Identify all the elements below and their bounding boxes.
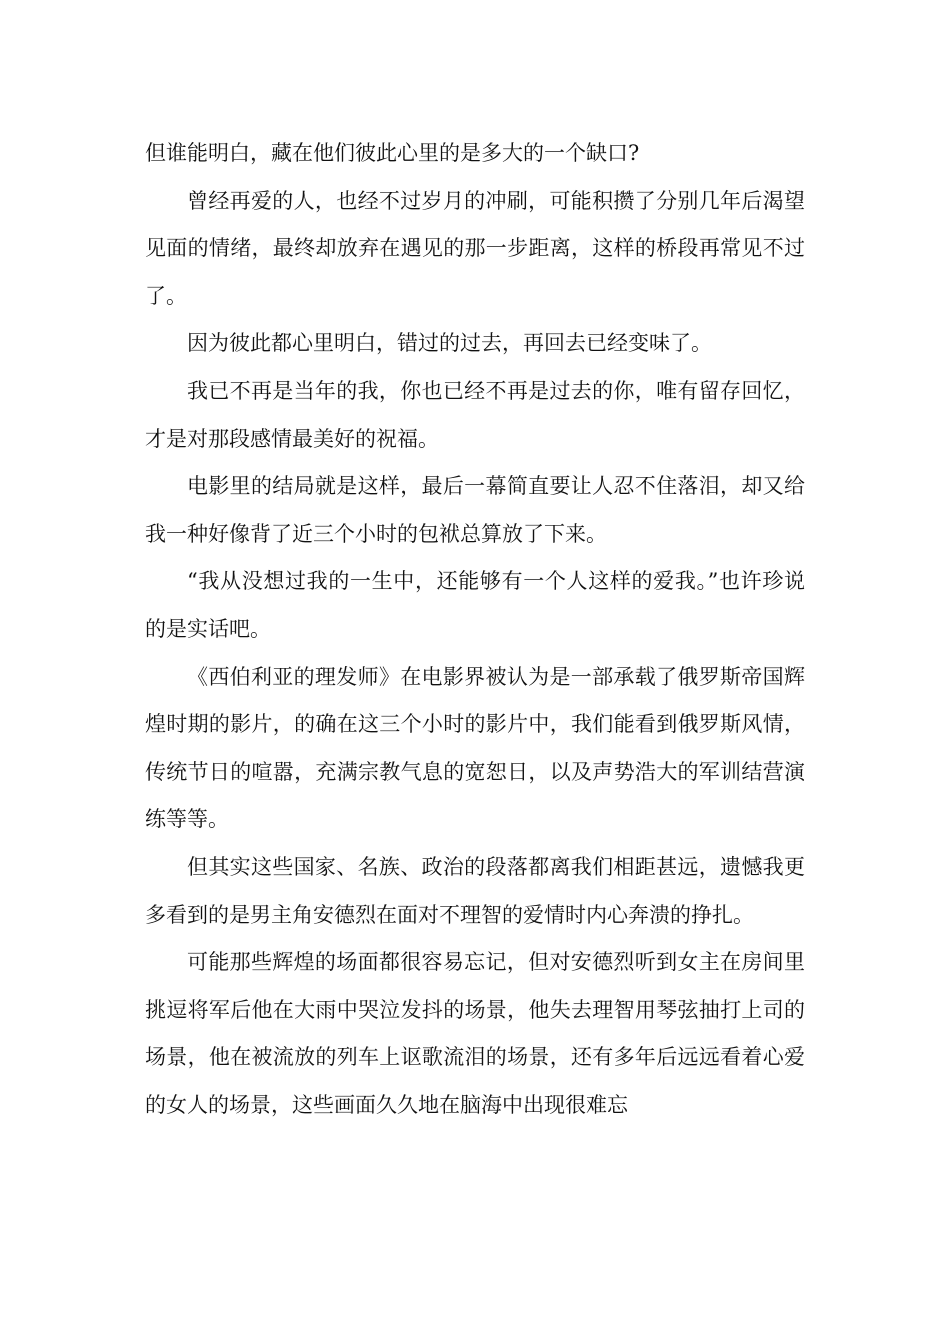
paragraph-5: 电影里的结局就是这样，最后一幕简直要让人忍不住落泪，却又给我一种好像背了近三个小时的包袱总算放了下来。 — [145, 474, 805, 546]
paragraph-8: 但其实这些国家、名族、政治的段落都离我们相距甚远，遗憾我更多看到的是男主角安德烈在面对不理智的爱情时内心奔溃的挣扎。 — [145, 854, 805, 927]
paragraph-6: “我从没想过我的一生中，还能够有一个人这样的爱我。”也许珍说的是实话吧。 — [145, 569, 805, 641]
paragraph-9: 可能那些辉煌的场面都很容易忘记，但对安德烈听到女主在房间里挑逗将军后他在大雨中哭泣发抖的场景，他失去理智用琴弦抽打上司的场景，他在被流放的列车上讴歌流泪的场景，还有多年后远远看着心爱的女人的场景，这些画面久久地在脑海中出现很难忘 — [145, 950, 805, 1117]
paragraph-2: 曾经再爱的人，也经不过岁月的冲刷，可能积攒了分别几年后渴望见面的情绪，最终却放弃在遇见的那一步距离，这样的桥段再常见不过了。 — [145, 188, 805, 308]
paragraph-7: 《西伯利亚的理发师》在电影界被认为是一部承载了俄罗斯帝国辉煌时期的影片，的确在这三个小时的影片中，我们能看到俄罗斯风情，传统节日的喧嚣，充满宗教气息的宽恕日，以及声势浩大的军训结营演练等等。 — [145, 664, 805, 832]
article-body — [145, 130, 805, 1129]
paragraph-4: 我已不再是当年的我，你也已经不再是过去的你，唯有留存回忆，才是对那段感情最美好的祝福。 — [145, 378, 805, 451]
paragraph-1: 但谁能明白，藏在他们彼此心里的是多大的一个缺口? — [145, 141, 640, 165]
paragraph-3: 因为彼此都心里明白，错过的过去，再回去已经变味了。 — [187, 331, 712, 356]
